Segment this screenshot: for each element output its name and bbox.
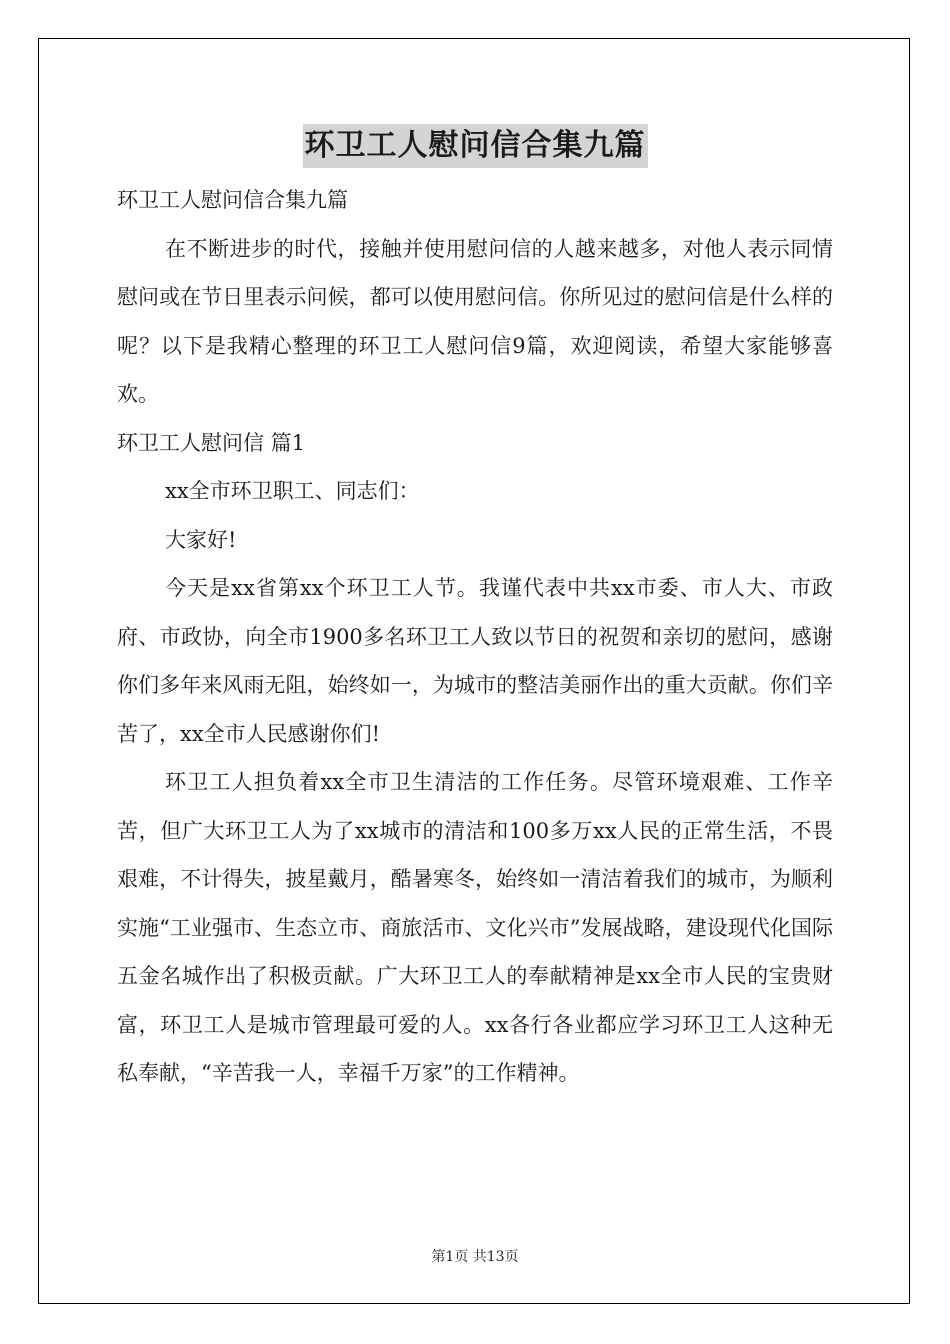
- document-body: [117, 176, 833, 1098]
- body-paragraph-2: 环卫工人担负着xx全市卫生清洁的工作任务。尽管环境艰难、工作辛苦，但广大环卫工人为了xx城市的清洁和100多万xx人民的正常生活，不畏艰难，不计得失，披星戴月，酷暑寒冬，始终如一清洁着我们的城市，为顺利实施“工业强市、生态立市、商旅活市、文化兴市”发展战略，建设现代化国际五金名城作出了积极贡献。广大环卫工人的奉献精神是xx全市人民的宝贵财富，环卫工人是城市管理最可爱的人。xx各行各业都应学习环卫工人这种无私奉献，“辛苦我一人，幸福千万家”的工作精神。: [117, 770, 833, 1085]
- page-footer: 第1页 共13页: [431, 1249, 519, 1265]
- title-container: [0, 124, 950, 168]
- page-title: 环卫工人慰问信合集九篇: [303, 124, 648, 168]
- section-heading: 环卫工人慰问信 篇1: [117, 430, 306, 455]
- greeting: 大家好!: [165, 527, 237, 552]
- body-paragraph-1: 今天是xx省第xx个环卫工人节。我谨代表中共xx市委、市人大、市政府、市政协，向全市1900多名环卫工人致以节日的祝贺和亲切的慰问，感谢你们多年来风雨无阻，始终如一，为城市的整洁美丽作出的重大贡献。你们辛苦了，xx全市人民感谢你们!: [117, 576, 833, 746]
- salutation: xx全市环卫职工、同志们：: [165, 479, 420, 503]
- document-subtitle: 环卫工人慰问信合集九篇: [117, 188, 348, 212]
- intro-paragraph: 在不断进步的时代，接触并使用慰问信的人越来越多，对他人表示同情慰问或在节日里表示问候，都可以使用慰问信。你所见过的慰问信是什么样的呢？以下是我精心整理的环卫工人慰问信9篇，欢迎阅读，希望大家能够喜欢。: [117, 236, 833, 406]
